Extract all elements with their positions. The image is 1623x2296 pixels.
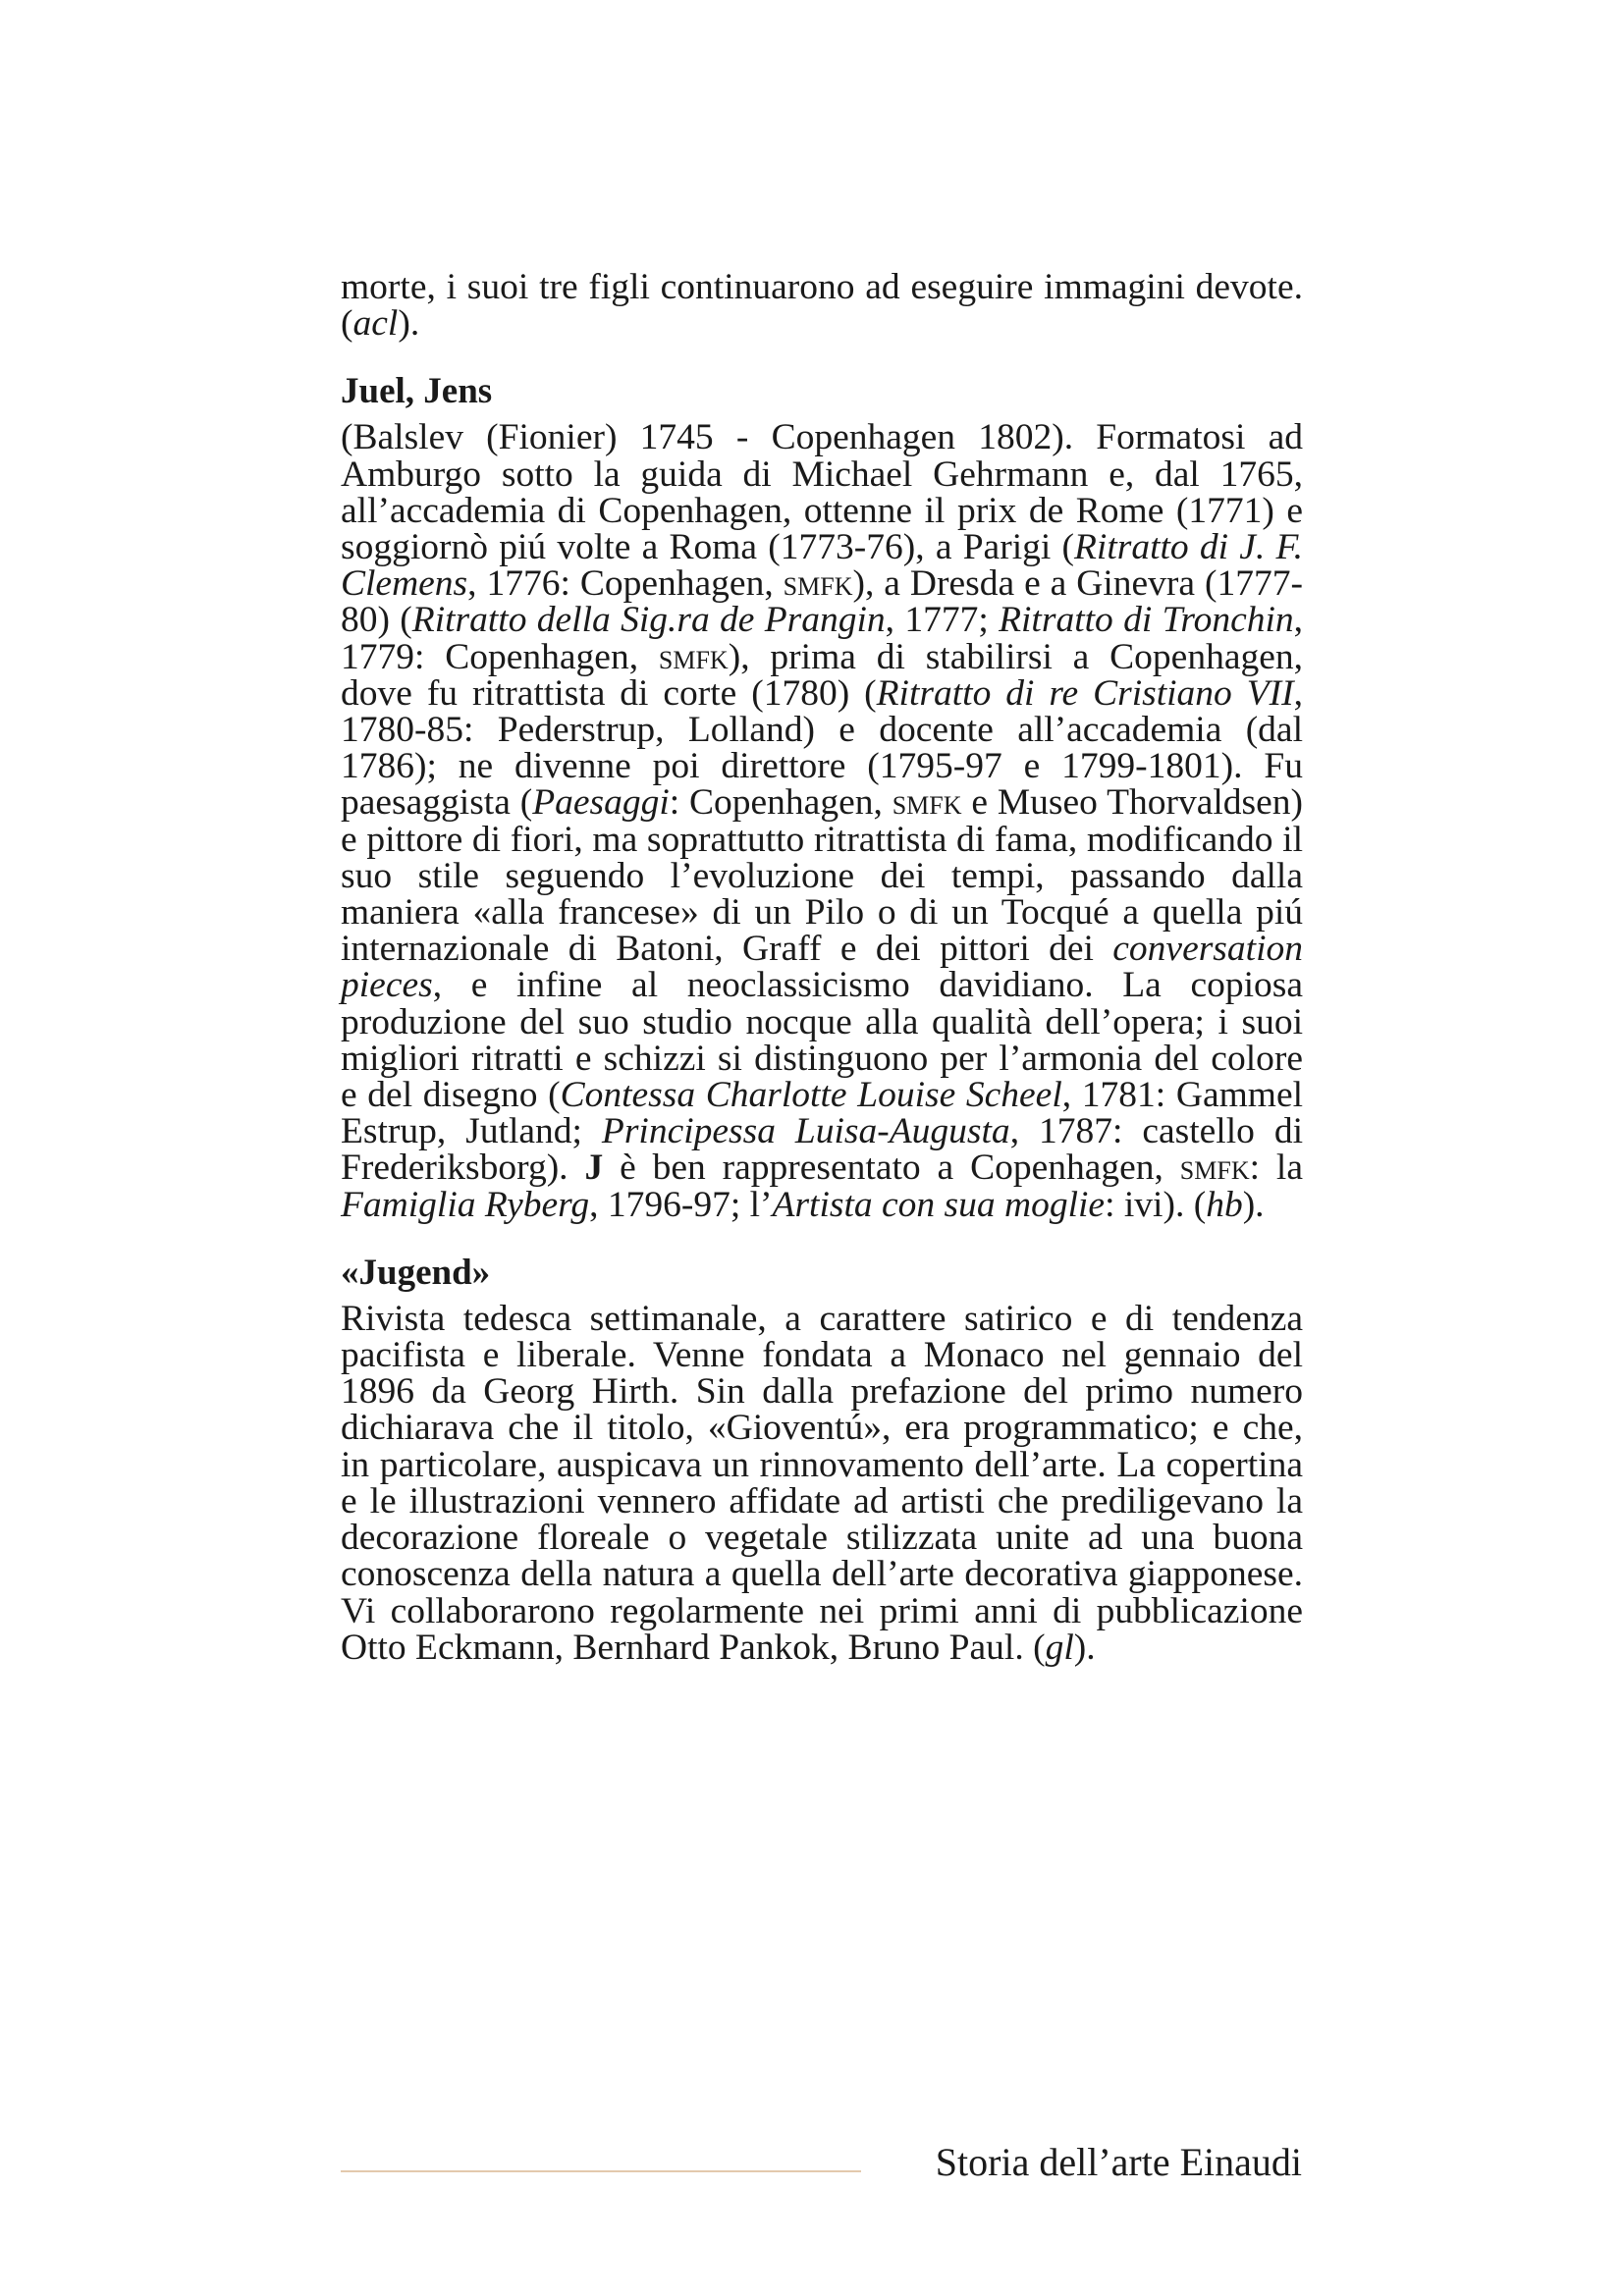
abbreviation: smfk xyxy=(892,782,962,824)
text-run: ), a Dresda e a Ginevra (1777-80) ( xyxy=(341,563,1303,641)
text-run: ). xyxy=(1242,1184,1265,1225)
entry-headword: «Jugend» xyxy=(341,1252,491,1293)
text-run: ), prima di stabilirsi a Copenhagen, dove fu ritrattista di corte (1780) ( xyxy=(341,636,1303,714)
text-run: , 1777; xyxy=(885,600,1000,641)
abbreviation: smfk xyxy=(1179,1148,1250,1189)
text-run: : la xyxy=(1249,1148,1303,1189)
italic-text: Ritratto di J. F. Clemens xyxy=(341,527,1303,605)
italic-text: hb xyxy=(1206,1184,1243,1225)
text-run: , e infine al neoclassicismo davidiano. La copiosa produzione del suo studio nocque alla qualità dell’opera; i suoi migliori ritratti e schizzi si distinguono per l’armonia del colore e del disegno ( xyxy=(341,965,1303,1116)
page-content xyxy=(341,269,1303,1666)
footer-rule xyxy=(341,2170,861,2172)
text-run: , 1787: castello di Frederiksborg). xyxy=(341,1111,1303,1189)
text-run: , 1796-97; l’ xyxy=(589,1184,773,1225)
entry-juel xyxy=(341,371,1304,1225)
continuation-paragraph xyxy=(341,267,1303,345)
continuation-text: morte, i suoi tre figli continuarono ad eseguire immagini devote. ( xyxy=(341,267,1303,345)
text-run: , 1776: Copenhagen, xyxy=(467,563,784,605)
text-run: : Copenhagen, xyxy=(669,782,893,824)
entry-body xyxy=(341,1298,1303,1668)
italic-text: Ritratto della Sig.ra de Prangin xyxy=(411,600,886,641)
text-run: (Balslev (Fionier) 1745 - Copenhagen 1802). Formatosi ad Amburgo sotto la guida di Michael Gehrmann e, dal 1765, all’accademia di Copenhagen, ottenne il prix de Rome (1771) e soggiornò piú volte a Roma (1773-76), a Parigi ( xyxy=(341,417,1303,568)
text-run: , 1779: Copenhagen, xyxy=(341,600,1304,677)
entry-body xyxy=(341,417,1304,1225)
entry-headword: Juel, Jens xyxy=(341,371,493,412)
italic-text: conversation pieces xyxy=(341,929,1303,1006)
abbreviation: smfk xyxy=(783,563,853,605)
abbreviation: smfk xyxy=(658,636,729,677)
author-signature: acl xyxy=(352,303,399,345)
text-run: , 1780-85: Pederstrup, Lolland) e docente all’accademia (dal 1786); ne divenne poi direttore (1795-97 e 1799-1801). Fu paesaggista ( xyxy=(341,672,1303,824)
text-run: è ben rappresentato a Copenhagen, xyxy=(603,1148,1180,1189)
italic-text: Contessa Charlotte Louise Scheel xyxy=(560,1075,1062,1116)
bold-text: J xyxy=(584,1148,604,1189)
text-run: e Museo Thorvaldsen) e pittore di fiori, ma soprattutto ritrattista di fama, modificando il suo stile seguendo l’evoluzione dei tempi, passando dalla maniera «alla francese» di un Pilo o di un Tocqué a quella piú internazionale di Batoni, Graff e dei pittori dei xyxy=(341,782,1304,970)
italic-text: Ritratto di re Cristiano VII xyxy=(876,672,1294,714)
entry-jugend xyxy=(341,1254,1303,1666)
footer-title: Storia dell’arte Einaudi xyxy=(935,2140,1302,2184)
italic-text: Famiglia Ryberg xyxy=(341,1184,590,1225)
text-run: , 1781: Gammel Estrup, Jutland; xyxy=(341,1075,1304,1152)
italic-text: Paesaggi xyxy=(532,782,670,824)
text-run: ). xyxy=(1073,1627,1096,1668)
text-run: Rivista tedesca settimanale, a carattere satirico e di tendenza pacifista e liberale. Venne fondata a Monaco nel gennaio del 1896 da Georg Hirth. Sin dalla prefazione del primo numero dichiarava che il titolo, «Gioventú», era programmatico; e che, in particolare, auspicava un rinnovamento dell’arte. La copertina e le illustrazioni vennero affidate ad artisti che prediligevano la decorazione floreale o vegetale stilizzata unite ad una buona conoscenza della natura a quella dell’arte decorativa giapponese. Vi collaborarono regolarmente nei primi anni di pubblicazione Otto Eckmann, Bernhard Pankok, Bruno Paul. ( xyxy=(341,1298,1303,1668)
italic-text: Principessa Luisa-Augusta xyxy=(601,1111,1010,1152)
italic-text: Ritratto di Tronchin xyxy=(999,600,1294,641)
text-run: : ivi). ( xyxy=(1105,1184,1207,1225)
continuation-end: ). xyxy=(398,303,420,345)
italic-text: Artista con sua moglie xyxy=(772,1184,1106,1225)
italic-text: gl xyxy=(1045,1627,1074,1668)
